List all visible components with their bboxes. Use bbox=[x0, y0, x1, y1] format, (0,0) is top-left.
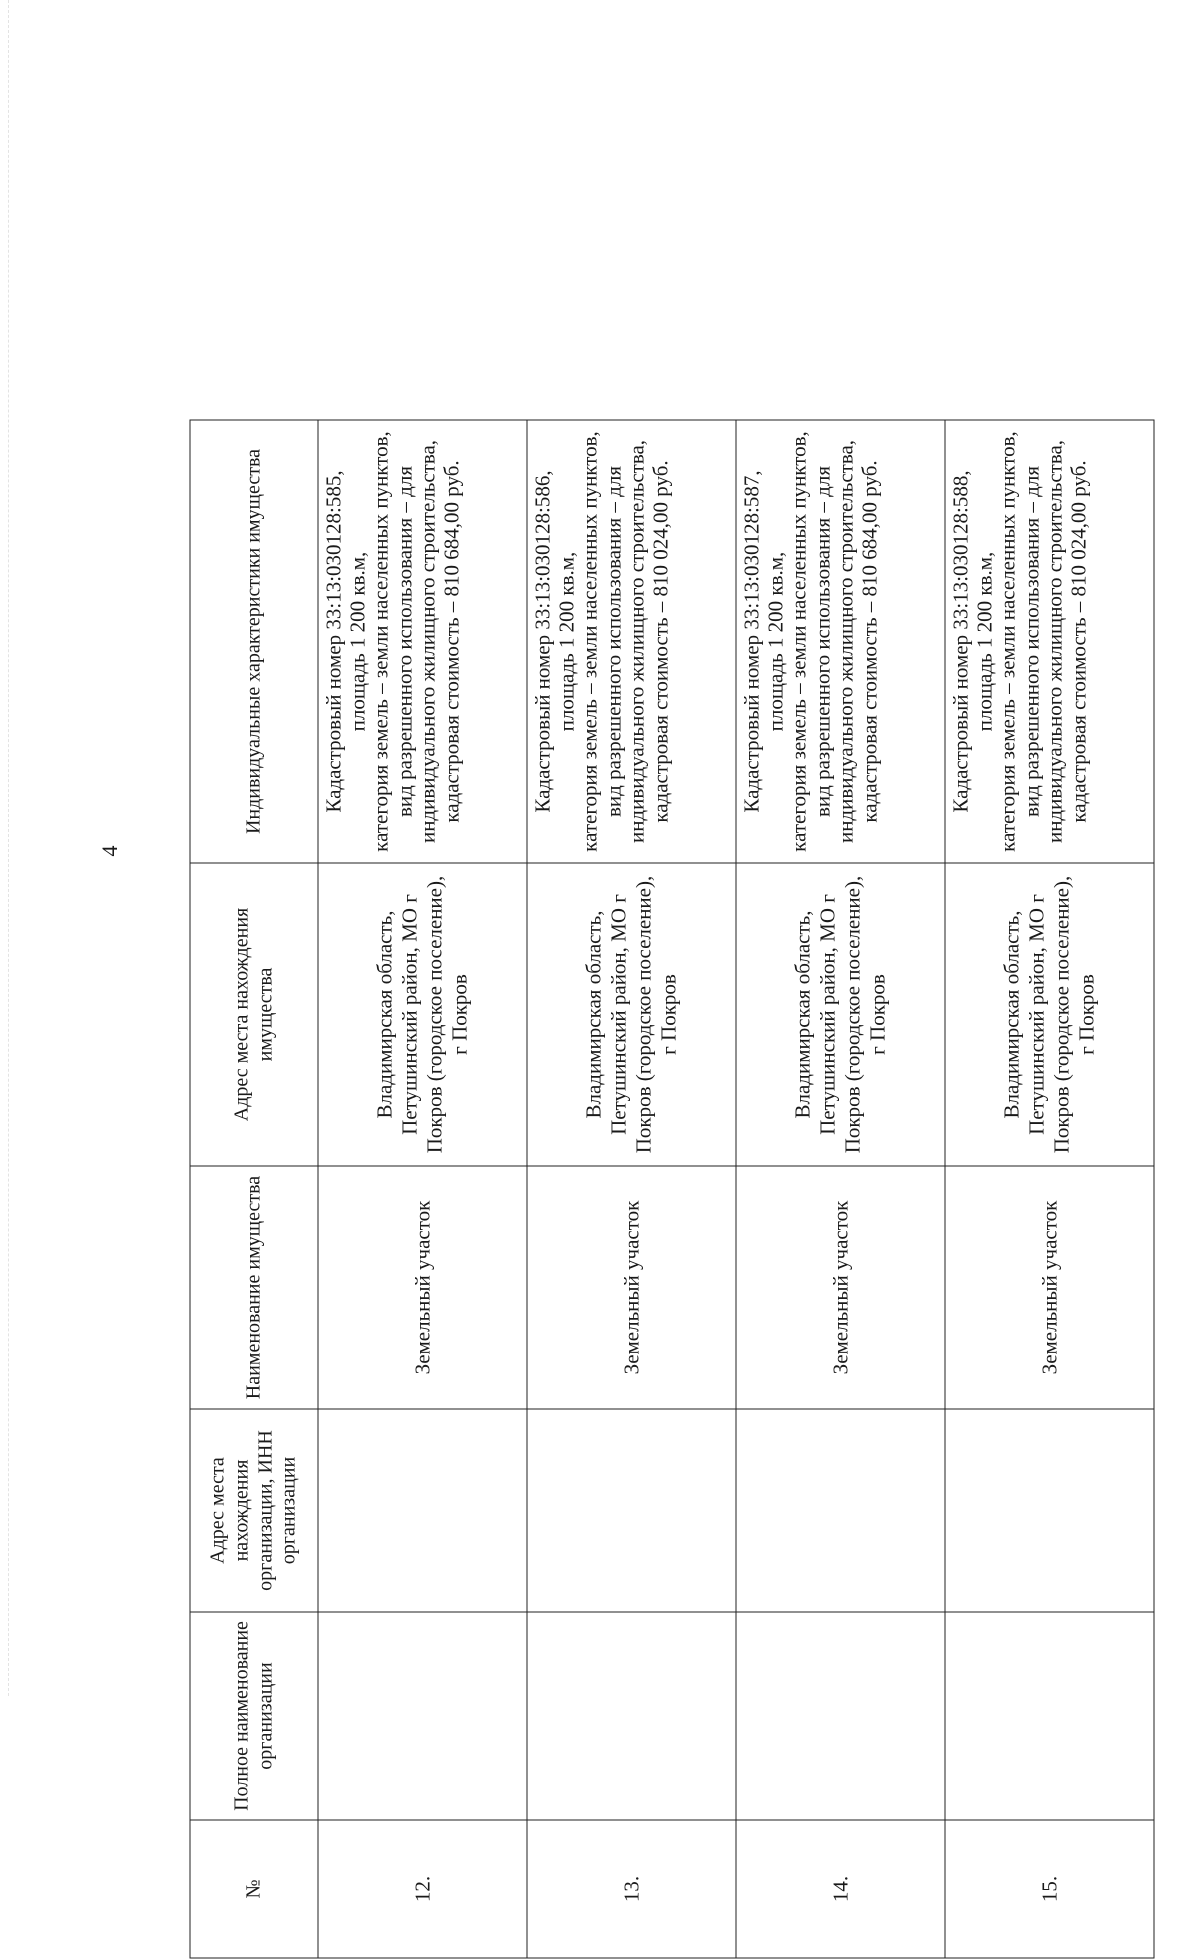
row-property-address: Владимирская область, Петушинский район, МО г Покров (городское поселение), г Покров bbox=[945, 863, 1154, 1166]
property-table bbox=[190, 420, 1155, 1959]
row-org-name bbox=[318, 1612, 527, 1820]
header-num: № bbox=[190, 1820, 318, 1958]
row-property-name: Земельный участок bbox=[318, 1166, 527, 1409]
row-property-name: Земельный участок bbox=[736, 1166, 945, 1409]
row-org-name bbox=[527, 1612, 736, 1820]
row-org-address bbox=[318, 1409, 527, 1612]
char-area: площадь 1 200 кв.м, bbox=[763, 551, 788, 732]
row-property-name: Земельный участок bbox=[945, 1166, 1154, 1409]
row-org-address bbox=[736, 1409, 945, 1612]
table-row bbox=[736, 420, 945, 1958]
char-land-category: категория земель – земли населенных пунктов, bbox=[577, 431, 602, 852]
char-permitted-use: вид разрешенного использования – для индивидуального жилищного строительства, bbox=[810, 439, 858, 844]
row-property-name: Земельный участок bbox=[527, 1166, 736, 1409]
char-land-category: категория земель – земли населенных пунктов, bbox=[786, 431, 811, 852]
row-num: 13. bbox=[527, 1820, 736, 1958]
property-table-sheet bbox=[190, 431, 1155, 1959]
row-property-address: Владимирская область, Петушинский район, МО г Покров (городское поселение), г Покров bbox=[318, 863, 527, 1166]
header-characteristics: Индивидуальные характеристики имущества bbox=[190, 420, 318, 863]
row-characteristics bbox=[945, 420, 1154, 863]
table-row bbox=[527, 420, 736, 1958]
page-number: 4 bbox=[97, 845, 122, 857]
row-property-address: Владимирская область, Петушинский район, МО г Покров (городское поселение), г Покров bbox=[527, 863, 736, 1166]
char-cadastral-value: кадастровая стоимость – 810 684,00 руб. bbox=[439, 460, 464, 823]
char-permitted-use: вид разрешенного использования – для индивидуального жилищного строительства, bbox=[1019, 439, 1067, 844]
row-characteristics bbox=[736, 420, 945, 863]
row-org-address bbox=[527, 1409, 736, 1612]
row-num: 14. bbox=[736, 1820, 945, 1958]
row-characteristics bbox=[318, 420, 527, 863]
char-cadastral-number: Кадастровый номер 33:13:030128:587, bbox=[739, 470, 764, 813]
row-num: 12. bbox=[318, 1820, 527, 1958]
char-land-category: категория земель – земли населенных пунктов, bbox=[368, 431, 393, 852]
row-num: 15. bbox=[945, 1820, 1154, 1958]
row-org-address bbox=[945, 1409, 1154, 1612]
char-area: площадь 1 200 кв.м, bbox=[554, 551, 579, 732]
table-header-row bbox=[190, 420, 318, 1958]
row-property-address: Владимирская область, Петушинский район, МО г Покров (городское поселение), г Покров bbox=[736, 863, 945, 1166]
char-land-category: категория земель – земли населенных пунктов, bbox=[995, 431, 1020, 852]
char-area: площадь 1 200 кв.м, bbox=[345, 551, 370, 732]
char-permitted-use: вид разрешенного использования – для индивидуального жилищного строительства, bbox=[392, 439, 440, 844]
char-cadastral-number: Кадастровый номер 33:13:030128:588, bbox=[948, 470, 973, 813]
char-cadastral-value: кадастровая стоимость – 810 024,00 руб. bbox=[648, 460, 673, 823]
header-org-name: Полное наименование организации bbox=[190, 1612, 318, 1820]
row-org-name bbox=[945, 1612, 1154, 1820]
row-org-name bbox=[736, 1612, 945, 1820]
char-cadastral-value: кадастровая стоимость – 810 024,00 руб. bbox=[1066, 460, 1091, 823]
scan-margin-marks bbox=[8, 0, 12, 1696]
char-cadastral-number: Кадастровый номер 33:13:030128:586, bbox=[530, 470, 555, 813]
table-row bbox=[318, 420, 527, 1958]
char-cadastral-number: Кадастровый номер 33:13:030128:585, bbox=[321, 470, 346, 813]
table-row bbox=[945, 420, 1154, 1958]
char-permitted-use: вид разрешенного использования – для индивидуального жилищного строительства, bbox=[601, 439, 649, 844]
row-characteristics bbox=[527, 420, 736, 863]
char-area: площадь 1 200 кв.м, bbox=[972, 551, 997, 732]
header-org-address: Адрес места нахождения организации, ИНН организации bbox=[190, 1409, 318, 1612]
char-cadastral-value: кадастровая стоимость – 810 684,00 руб. bbox=[857, 460, 882, 823]
header-property-name: Наименование имущества bbox=[190, 1166, 318, 1409]
header-property-address: Адрес места нахождения имущества bbox=[190, 863, 318, 1166]
